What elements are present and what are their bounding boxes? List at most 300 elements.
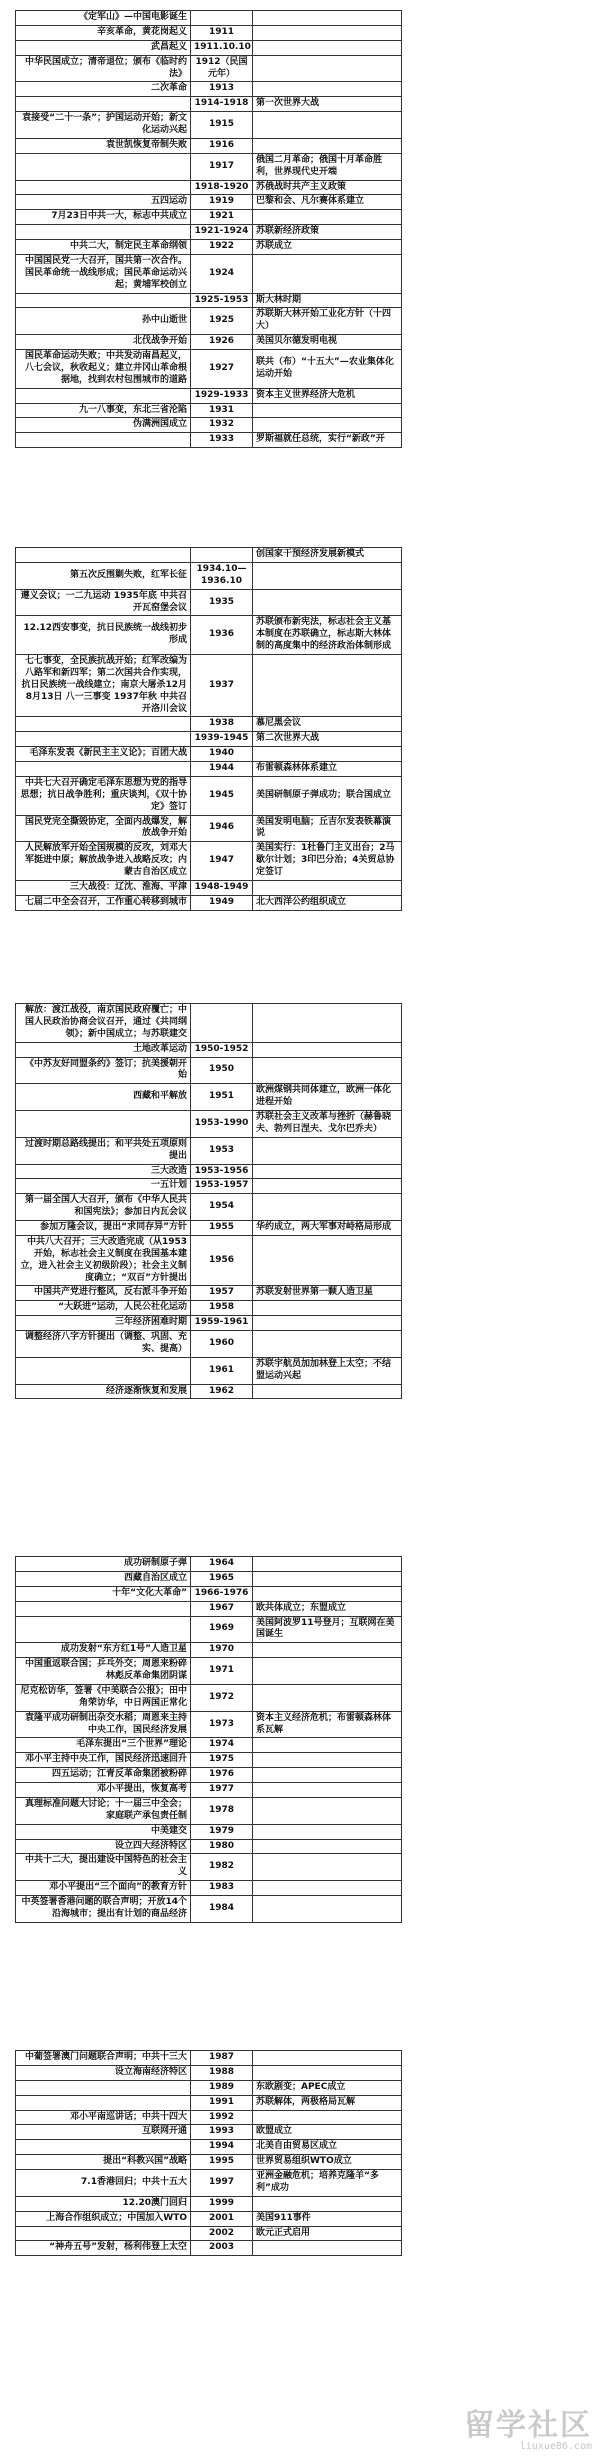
year-cell: 1915 <box>191 112 253 139</box>
year-cell: 1966-1976 <box>191 1586 253 1601</box>
chinese-event-cell: 伪满洲国成立 <box>16 418 191 433</box>
chinese-event-cell: 7月23日中共一大，标志中共成立 <box>16 210 191 225</box>
chinese-event-cell: 三大战役：辽沈、淮海、平津 <box>16 880 191 895</box>
table-row <box>16 153 402 180</box>
chinese-event-cell <box>16 2095 191 2110</box>
table-row <box>16 562 402 589</box>
world-event-cell: 欧元正式启用 <box>253 2226 402 2241</box>
table-row <box>16 2196 402 2211</box>
year-cell: 1983 <box>191 1881 253 1896</box>
table-row <box>16 815 402 842</box>
world-event-cell: 苏联发射世界第一颗人造卫星 <box>253 1286 402 1301</box>
chinese-event-cell: 12.12西安事变，抗日民族统一战线初步形成 <box>16 616 191 655</box>
chinese-event-cell: 二次革命 <box>16 82 191 97</box>
table-row <box>16 2226 402 2241</box>
world-event-cell: 美国贝尔德发明电视 <box>253 335 402 350</box>
year-cell: 2002 <box>191 2226 253 2241</box>
chinese-event-cell: 袁隆平成功研制出杂交水稻；周恩来主持中央工作，国民经济发展 <box>16 1711 191 1738</box>
world-event-cell <box>253 1004 402 1043</box>
world-event-cell: 资本主义世界经济大危机 <box>253 388 402 403</box>
chinese-event-cell: 参加万隆会议，提出“求同存异”方针 <box>16 1221 191 1236</box>
table-row <box>16 11 402 26</box>
year-cell: 1991 <box>191 2095 253 2110</box>
timeline-table <box>15 10 402 448</box>
world-event-cell <box>253 880 402 895</box>
world-event-cell: 苏俄战时共产主义政策 <box>253 180 402 195</box>
year-cell: 1967 <box>191 1601 253 1616</box>
table-row <box>16 1084 402 1111</box>
year-cell: 1946 <box>191 815 253 842</box>
chinese-event-cell: 成功研制原子弹 <box>16 1557 191 1572</box>
year-cell: 1953-1957 <box>191 1179 253 1194</box>
table-row <box>16 1194 402 1221</box>
chinese-event-cell <box>16 433 191 448</box>
year-cell: 1925 <box>191 308 253 335</box>
chinese-event-cell: 三年经济困难时期 <box>16 1316 191 1331</box>
table-row <box>16 1384 402 1399</box>
site-watermark <box>392 2408 592 2452</box>
table-row <box>16 82 402 97</box>
world-event-cell <box>253 1384 402 1399</box>
table-row <box>16 40 402 55</box>
table-row <box>16 762 402 777</box>
chinese-event-cell: 成功发射“东方红1号”人造卫星 <box>16 1643 191 1658</box>
world-event-cell: 苏联新经济政策 <box>253 225 402 240</box>
chinese-event-cell: 九一八事变，东北三省沦陷 <box>16 403 191 418</box>
chinese-event-cell: 中葡签署澳门问题联合声明；中共十三大 <box>16 2051 191 2066</box>
chinese-event-cell: 邓小平提出，恢复高考 <box>16 1783 191 1798</box>
chinese-event-cell: 中国国民党一大召开，国共第一次合作。国民革命统一战线形成；国民革命运动兴起；黄埔军校创立 <box>16 254 191 293</box>
table-row <box>16 2241 402 2256</box>
chinese-event-cell: 七届二中全会召开，工作重心转移到城市 <box>16 895 191 910</box>
world-event-cell <box>253 1783 402 1798</box>
chinese-event-cell: “神舟五号”发射，杨利伟登上太空 <box>16 2241 191 2256</box>
table-row <box>16 655 402 717</box>
chinese-event-cell: 设立海南经济特区 <box>16 2065 191 2080</box>
table-row <box>16 2110 402 2125</box>
table-row <box>16 1235 402 1286</box>
chinese-event-cell <box>16 2226 191 2241</box>
table-row <box>16 776 402 815</box>
table-row <box>16 225 402 240</box>
year-cell: 1917 <box>191 153 253 180</box>
table-row <box>16 1616 402 1643</box>
chinese-event-cell <box>16 1616 191 1643</box>
table-row <box>16 25 402 40</box>
year-cell: 1914-1918 <box>191 97 253 112</box>
table-row <box>16 732 402 747</box>
chinese-event-cell: 四五运动；江青反革命集团被粉碎 <box>16 1768 191 1783</box>
year-cell <box>191 1004 253 1043</box>
table-row <box>16 1221 402 1236</box>
table-row <box>16 195 402 210</box>
year-cell: 1977 <box>191 1783 253 1798</box>
chinese-event-cell <box>16 762 191 777</box>
year-cell: 1989 <box>191 2080 253 2095</box>
chinese-event-cell <box>16 153 191 180</box>
chinese-event-cell: 设立四大经济特区 <box>16 1839 191 1854</box>
chinese-event-cell: 经济逐渐恢复和发展 <box>16 1384 191 1399</box>
chinese-event-cell: 互联网开通 <box>16 2125 191 2140</box>
chinese-event-cell: 过渡时期总路线提出；和平共处五项原则提出 <box>16 1137 191 1164</box>
table-row <box>16 1658 402 1685</box>
world-event-cell <box>253 1179 402 1194</box>
chinese-event-cell: 北伐战争开始 <box>16 335 191 350</box>
table-row <box>16 180 402 195</box>
chinese-event-cell: 孙中山逝世 <box>16 308 191 335</box>
world-event-cell <box>253 138 402 153</box>
world-event-cell <box>253 1753 402 1768</box>
year-cell: 1954 <box>191 1194 253 1221</box>
table-row <box>16 1557 402 1572</box>
world-event-cell: 苏联斯大林开始工业化方针（十四大） <box>253 308 402 335</box>
world-event-cell <box>253 11 402 26</box>
chinese-event-cell: 《定军山》—中国电影诞生 <box>16 11 191 26</box>
year-cell: 1911 <box>191 25 253 40</box>
chinese-event-cell: 西藏和平解放 <box>16 1084 191 1111</box>
year-cell: 1949 <box>191 895 253 910</box>
year-cell: 1957 <box>191 1286 253 1301</box>
table-row <box>16 2155 402 2170</box>
table-row <box>16 2095 402 2110</box>
world-event-cell: 华约成立，两大军事对峙格局形成 <box>253 1221 402 1236</box>
table-row <box>16 350 402 389</box>
world-event-cell <box>253 589 402 616</box>
world-event-cell <box>253 55 402 82</box>
year-cell: 1953 <box>191 1137 253 1164</box>
chinese-event-cell: 三大改造 <box>16 1164 191 1179</box>
chinese-event-cell: 中国共产党进行整风，反右派斗争开始 <box>16 1286 191 1301</box>
year-cell: 1921-1924 <box>191 225 253 240</box>
table-row <box>16 1004 402 1043</box>
table-row <box>16 1057 402 1084</box>
chinese-event-cell: 袁世凯恢复帝制失败 <box>16 138 191 153</box>
table-row <box>16 589 402 616</box>
chinese-event-cell <box>16 2140 191 2155</box>
year-cell: 1970 <box>191 1643 253 1658</box>
world-event-cell <box>253 82 402 97</box>
chinese-event-cell <box>16 1111 191 1138</box>
world-event-cell: 北美自由贸易区成立 <box>253 2140 402 2155</box>
year-cell: 1924 <box>191 254 253 293</box>
chinese-event-cell: 西藏自治区成立 <box>16 1571 191 1586</box>
table-row <box>16 616 402 655</box>
world-event-cell <box>253 2065 402 2080</box>
year-cell: 1987 <box>191 2051 253 2066</box>
table-row <box>16 1854 402 1881</box>
table-row <box>16 1643 402 1658</box>
year-cell: 1972 <box>191 1684 253 1711</box>
table-row <box>16 1571 402 1586</box>
year-cell: 1919 <box>191 195 253 210</box>
watermark-url: liuxue86.com <box>519 2441 592 2452</box>
world-event-cell: 欧洲煤钢共同体建立，欧洲一体化进程开始 <box>253 1084 402 1111</box>
table-row <box>16 308 402 335</box>
year-cell: 2001 <box>191 2211 253 2226</box>
world-event-cell <box>253 2196 402 2211</box>
world-event-cell: 俄国二月革命；俄国十月革命胜利，世界现代史开端 <box>253 153 402 180</box>
year-cell: 1940 <box>191 747 253 762</box>
chinese-event-cell: 中英签署香港问题的联合声明；开放14个沿海城市；提出有计划的商品经济 <box>16 1896 191 1923</box>
year-cell: 1959-1961 <box>191 1316 253 1331</box>
world-event-cell: 第二次世界大战 <box>253 732 402 747</box>
table-row <box>16 254 402 293</box>
world-event-cell: 美国911事件 <box>253 2211 402 2226</box>
chinese-event-cell: 中共八大召开；三大改造完成（从1953开始，标志社会主义制度在我国基本建立，进入社会主义初级阶段）；社会主义制度确立；“双百”方针提出 <box>16 1235 191 1286</box>
table-row <box>16 1137 402 1164</box>
chinese-event-cell <box>16 717 191 732</box>
table-row <box>16 2065 402 2080</box>
timeline-table <box>15 1556 402 1923</box>
year-cell: 1929-1933 <box>191 388 253 403</box>
world-event-cell: 美国实行：1杜鲁门主义出台；2马歇尔计划；3印巴分治；4关贸总协定签订 <box>253 842 402 881</box>
year-cell: 1953-1956 <box>191 1164 253 1179</box>
world-event-cell: 东欧剧变；APEC成立 <box>253 2080 402 2095</box>
chinese-event-cell: 国民党完全撕毁协定，全面内战爆发，解放战争开始 <box>16 815 191 842</box>
year-cell: 1956 <box>191 1235 253 1286</box>
world-event-cell <box>253 1194 402 1221</box>
world-event-cell <box>253 655 402 717</box>
table-row <box>16 747 402 762</box>
world-event-cell <box>253 747 402 762</box>
year-cell: 1964 <box>191 1557 253 1572</box>
table-row <box>16 895 402 910</box>
world-event-cell <box>253 25 402 40</box>
chinese-event-cell: 解放：渡江战役，南京国民政府覆亡；中国人民政治协商会议召开，通过《共同纲领》；新中国成立；与苏联建交 <box>16 1004 191 1043</box>
year-cell: 1945 <box>191 776 253 815</box>
table-row <box>16 1738 402 1753</box>
world-event-cell: 罗斯福就任总统，实行“新政”开 <box>253 433 402 448</box>
world-event-cell <box>253 2110 402 2125</box>
year-cell: 1916 <box>191 138 253 153</box>
world-event-cell <box>253 210 402 225</box>
chinese-event-cell: 第一届全国人大召开，颁布《中华人民共和国宪法》；参加日内瓦会议 <box>16 1194 191 1221</box>
chinese-event-cell: 中共二大，制定民主革命纲领 <box>16 240 191 255</box>
year-cell: 1994 <box>191 2140 253 2155</box>
year-cell: 1953-1990 <box>191 1111 253 1138</box>
table-row <box>16 1684 402 1711</box>
table-row <box>16 880 402 895</box>
world-event-cell <box>253 1557 402 1572</box>
table-row <box>16 548 402 563</box>
table-row <box>16 1286 402 1301</box>
year-cell <box>191 11 253 26</box>
world-event-cell <box>253 2051 402 2066</box>
chinese-event-cell: 袁接受“二十一条”；护国运动开始；新文化运动兴起 <box>16 112 191 139</box>
year-cell: 1984 <box>191 1896 253 1923</box>
world-event-cell: 创国家干预经济发展新模式 <box>253 548 402 563</box>
year-cell: 1939-1945 <box>191 732 253 747</box>
year-cell: 1933 <box>191 433 253 448</box>
chinese-event-cell: 人民解放军开始全国规模的反攻，刘邓大军挺进中原；解放战争进入战略反攻；内蒙古自治区成立 <box>16 842 191 881</box>
year-cell: 1988 <box>191 2065 253 2080</box>
world-event-cell <box>253 1768 402 1783</box>
table-row <box>16 1797 402 1824</box>
year-cell: 1948-1949 <box>191 880 253 895</box>
world-event-cell <box>253 562 402 589</box>
world-event-cell <box>253 1164 402 1179</box>
chinese-event-cell <box>16 225 191 240</box>
year-cell: 1918-1920 <box>191 180 253 195</box>
world-event-cell: 欧共体成立；东盟成立 <box>253 1601 402 1616</box>
year-cell: 1937 <box>191 655 253 717</box>
year-cell: 1936 <box>191 616 253 655</box>
table-row <box>16 112 402 139</box>
world-event-cell: 联共（布）“十五大”—农业集体化运动开始 <box>253 350 402 389</box>
chinese-event-cell: 提出“科教兴国”战略 <box>16 2155 191 2170</box>
year-cell: 1992 <box>191 2110 253 2125</box>
world-event-cell <box>253 1854 402 1881</box>
world-event-cell <box>253 254 402 293</box>
world-event-cell <box>253 112 402 139</box>
world-event-cell: 慕尼黑会议 <box>253 717 402 732</box>
chinese-event-cell: 邓小平主持中央工作，国民经济迅速回升 <box>16 1753 191 1768</box>
world-event-cell <box>253 1301 402 1316</box>
year-cell: 1912（民国元年） <box>191 55 253 82</box>
world-event-cell <box>253 1316 402 1331</box>
chinese-event-cell: “大跃进”运动，人民公社化运动 <box>16 1301 191 1316</box>
year-cell: 1951 <box>191 1084 253 1111</box>
watermark-logo-text: 留学社区 <box>464 2408 592 2443</box>
year-cell: 2003 <box>191 2241 253 2256</box>
year-cell: 1934.10—1936.10 <box>191 562 253 589</box>
year-cell: 1975 <box>191 1753 253 1768</box>
table-row <box>16 2051 402 2066</box>
table-row <box>16 388 402 403</box>
year-cell: 1978 <box>191 1797 253 1824</box>
chinese-event-cell: 邓小平提出“三个面向”的教育方针 <box>16 1881 191 1896</box>
year-cell: 1927 <box>191 350 253 389</box>
year-cell: 1999 <box>191 2196 253 2211</box>
world-event-cell: 苏联社会主义改革与挫折（赫鲁晓夫、勃列日涅夫、戈尔巴乔夫） <box>253 1111 402 1138</box>
world-event-cell <box>253 1881 402 1896</box>
table-row <box>16 1711 402 1738</box>
chinese-event-cell <box>16 388 191 403</box>
chinese-event-cell <box>16 732 191 747</box>
year-cell: 1982 <box>191 1854 253 1881</box>
world-event-cell: 美国研制原子弹成功；联合国成立 <box>253 776 402 815</box>
world-event-cell: 第一次世界大战 <box>253 97 402 112</box>
chinese-event-cell: 土地改革运动 <box>16 1042 191 1057</box>
table-row <box>16 1164 402 1179</box>
chinese-event-cell: 中美建交 <box>16 1824 191 1839</box>
year-cell: 1931 <box>191 403 253 418</box>
world-event-cell: 苏联颁布新宪法，标志社会主义基本制度在苏联确立，标志斯大林体制的高度集中的经济政治体制形成 <box>253 616 402 655</box>
world-event-cell: 苏联成立 <box>253 240 402 255</box>
year-cell: 1921 <box>191 210 253 225</box>
table-row <box>16 1881 402 1896</box>
world-event-cell <box>253 1571 402 1586</box>
table-row <box>16 55 402 82</box>
year-cell: 1961 <box>191 1357 253 1384</box>
table-row <box>16 2080 402 2095</box>
year-cell: 1976 <box>191 1768 253 1783</box>
chinese-event-cell <box>16 1601 191 1616</box>
table-row <box>16 1042 402 1057</box>
world-event-cell: 苏联解体，两极格局瓦解 <box>253 2095 402 2110</box>
chinese-event-cell: 遵义会议；一二九运动 1935年底 中共召开瓦窑堡会议 <box>16 589 191 616</box>
year-cell: 1944 <box>191 762 253 777</box>
world-event-cell: 亚洲金融危机；培养克隆羊“多利”成功 <box>253 2170 402 2197</box>
table-row <box>16 1896 402 1923</box>
chinese-event-cell: 十年“文化大革命” <box>16 1586 191 1601</box>
year-cell: 1960 <box>191 1331 253 1358</box>
year-cell: 1947 <box>191 842 253 881</box>
chinese-event-cell: 上海合作组织成立；中国加入WTO <box>16 2211 191 2226</box>
year-cell: 1911.10.10 <box>191 40 253 55</box>
chinese-event-cell: 7.1香港回归；中共十五大 <box>16 2170 191 2197</box>
world-event-cell <box>253 1738 402 1753</box>
table-row <box>16 2211 402 2226</box>
chinese-event-cell: 第五次反围剿失败，红军长征 <box>16 562 191 589</box>
chinese-event-cell: 调整经济八字方针提出（调整、巩固、充实、提高） <box>16 1331 191 1358</box>
chinese-event-cell: 中国重返联合国；乒乓外交；周恩来粉碎林彪反革命集团阴谋 <box>16 1658 191 1685</box>
table-row <box>16 717 402 732</box>
chinese-event-cell: 真理标准问题大讨论；十一届三中全会；家庭联产承包责任制 <box>16 1797 191 1824</box>
year-cell <box>191 548 253 563</box>
timeline-table <box>15 1003 402 1399</box>
world-event-cell <box>253 1235 402 1286</box>
year-cell: 1969 <box>191 1616 253 1643</box>
year-cell: 1971 <box>191 1658 253 1685</box>
world-event-cell <box>253 1057 402 1084</box>
year-cell: 1958 <box>191 1301 253 1316</box>
year-cell: 1980 <box>191 1839 253 1854</box>
world-event-cell: 北大西洋公约组织成立 <box>253 895 402 910</box>
table-row <box>16 1783 402 1798</box>
world-event-cell <box>253 1684 402 1711</box>
table-row <box>16 1357 402 1384</box>
world-event-cell: 世界贸易组织WTO成立 <box>253 2155 402 2170</box>
world-event-cell: 美国阿波罗11号登月；互联网在美国诞生 <box>253 1616 402 1643</box>
year-cell: 1979 <box>191 1824 253 1839</box>
table-row <box>16 1824 402 1839</box>
year-cell: 1925-1953 <box>191 293 253 308</box>
chinese-event-cell <box>16 97 191 112</box>
year-cell: 1932 <box>191 418 253 433</box>
table-row <box>16 418 402 433</box>
chinese-event-cell: 中共七大召开确定毛泽东思想为党的指导思想；抗日战争胜利；重庆谈判，《双十协定》签订 <box>16 776 191 815</box>
table-row <box>16 210 402 225</box>
year-cell: 1974 <box>191 1738 253 1753</box>
world-event-cell <box>253 1042 402 1057</box>
world-event-cell: 资本主义经济危机；布雷顿森林体系瓦解 <box>253 1711 402 1738</box>
chinese-event-cell: 毛泽东发表《新民主主义论》；百团大战 <box>16 747 191 762</box>
year-cell: 1935 <box>191 589 253 616</box>
world-event-cell <box>253 418 402 433</box>
year-cell: 1993 <box>191 2125 253 2140</box>
table-row <box>16 293 402 308</box>
year-cell: 1950-1952 <box>191 1042 253 1057</box>
chinese-event-cell: 五四运动 <box>16 195 191 210</box>
world-event-cell <box>253 2241 402 2256</box>
timeline-table <box>15 547 402 911</box>
year-cell: 1955 <box>191 1221 253 1236</box>
table-row <box>16 97 402 112</box>
chinese-event-cell: 辛亥革命，黄花岗起义 <box>16 25 191 40</box>
year-cell: 1973 <box>191 1711 253 1738</box>
year-cell: 1950 <box>191 1057 253 1084</box>
chinese-event-cell <box>16 548 191 563</box>
table-row <box>16 138 402 153</box>
table-row <box>16 2125 402 2140</box>
year-cell: 1913 <box>191 82 253 97</box>
table-row <box>16 1316 402 1331</box>
chinese-event-cell <box>16 180 191 195</box>
world-event-cell <box>253 1586 402 1601</box>
world-event-cell: 布雷顿森林体系建立 <box>253 762 402 777</box>
table-row <box>16 2170 402 2197</box>
